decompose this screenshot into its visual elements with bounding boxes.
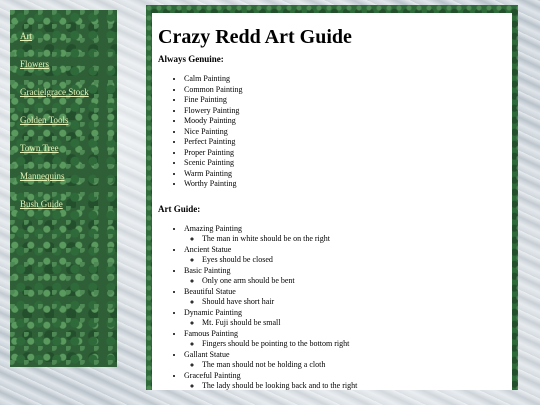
art-name: Ancient Statue (184, 244, 232, 254)
art-name: Gallant Statue (184, 349, 230, 359)
art-name: Graceful Painting (184, 370, 241, 380)
art-tip-list (184, 234, 502, 245)
content-panel (152, 13, 512, 390)
art-guide-heading: Art Guide: (158, 203, 201, 214)
sidebar-link-bush-guide[interactable]: Bush Guide (20, 199, 63, 209)
art-guide-item (184, 350, 502, 371)
art-tip-list (184, 339, 502, 350)
art-tip: ◦ Should have short hair (202, 297, 502, 308)
art-tip: ◦ The man in white should be on the right (202, 234, 502, 245)
list-item: • Fine Painting (184, 95, 502, 106)
art-guide-item (184, 224, 502, 245)
sidebar-link-gracie-stock[interactable]: Gracielgrace Stock (20, 87, 89, 97)
sidebar-item-mannequins (20, 166, 117, 184)
art-tip: ◦ Only one arm should be bent (202, 276, 502, 287)
art-guide-item (184, 371, 502, 391)
sidebar-item-flowers (20, 54, 117, 72)
art-guide-item (184, 329, 502, 350)
art-name: Dynamic Painting (184, 307, 242, 317)
art-tip-list (184, 255, 502, 266)
art-tip-list (184, 276, 502, 287)
art-name: Beautiful Statue (184, 286, 236, 296)
art-tip: ◦ The lady should be looking back and to the right (202, 381, 502, 390)
art-guide-item (184, 287, 502, 308)
art-name: Basic Painting (184, 265, 231, 275)
art-name: Amazing Painting (184, 223, 242, 233)
sidebar-nav (10, 10, 117, 367)
art-guide-item (184, 266, 502, 287)
list-item: • Scenic Painting (184, 158, 502, 169)
content-frame (146, 5, 518, 390)
sidebar-item-art (20, 26, 117, 44)
list-item: • Flowery Painting (184, 106, 502, 117)
art-tip: ◦ Mt. Fuji should be small (202, 318, 502, 329)
art-tip: ◦ Eyes should be closed (202, 255, 502, 266)
sidebar-link-flowers[interactable]: Flowers (20, 59, 49, 69)
always-genuine-list (158, 74, 502, 190)
list-item: • Calm Painting (184, 74, 502, 85)
sidebar-item-bush-guide (20, 194, 117, 212)
list-item: • Warm Painting (184, 169, 502, 180)
art-tip: ◦ Fingers should be pointing to the bottom right (202, 339, 502, 350)
art-tip: ◦ The man should not be holding a cloth (202, 360, 502, 371)
art-tip-list (184, 318, 502, 329)
list-item: • Moody Painting (184, 116, 502, 127)
always-genuine-heading: Always Genuine: (158, 54, 224, 64)
sidebar-link-golden-tools[interactable]: Golden Tools (20, 115, 69, 125)
art-tip-list (184, 360, 502, 371)
list-item: • Worthy Painting (184, 179, 502, 190)
sidebar-link-town-tree[interactable]: Town Tree (20, 143, 59, 153)
sidebar-link-list (10, 10, 117, 212)
list-item: • Nice Painting (184, 127, 502, 138)
list-item: • Common Painting (184, 85, 502, 96)
art-guide-list (158, 224, 502, 391)
page-title: Crazy Redd Art Guide (158, 26, 352, 48)
art-guide-item (184, 308, 502, 329)
list-item: • Perfect Painting (184, 137, 502, 148)
sidebar-item-town-tree (20, 138, 117, 156)
list-item: • Proper Painting (184, 148, 502, 159)
sidebar-link-art[interactable]: Art (20, 31, 32, 41)
art-tip-list (184, 297, 502, 308)
sidebar-item-golden-tools (20, 110, 117, 128)
art-guide-item (184, 245, 502, 266)
sidebar-item-gracie-stock (20, 82, 117, 100)
art-tip-list (184, 381, 502, 390)
art-name: Famous Painting (184, 328, 239, 338)
sidebar-link-mannequins[interactable]: Mannequins (20, 171, 65, 181)
